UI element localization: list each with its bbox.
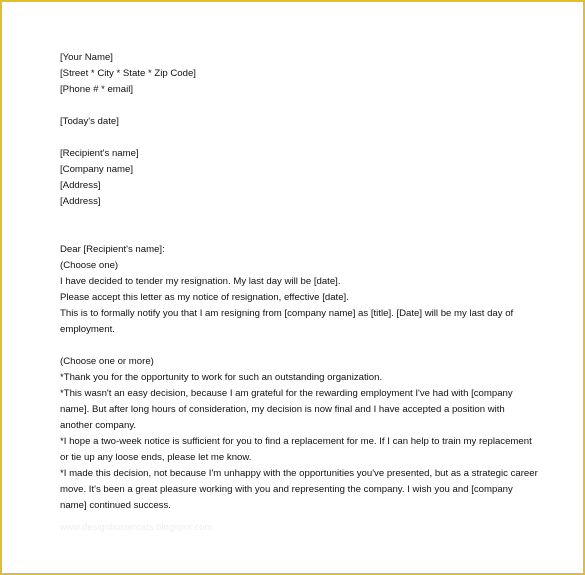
spacer: [60, 338, 530, 354]
letter-date: [Today's date]: [60, 116, 119, 127]
sender-name: [Your Name]: [60, 52, 113, 63]
spacer: [60, 98, 530, 114]
choose-one-option-continuation: employment.: [60, 324, 115, 335]
choose-more-option-continuation: or tie up any loose ends, please let me know.: [60, 452, 252, 463]
salutation: Dear [Recipient's name]:: [60, 244, 165, 255]
choose-more-option: *I made this decision, not because I'm unhappy with the opportunities you've presented, but as a strategic career: [60, 468, 538, 479]
sender-contact: [Phone # * email]: [60, 84, 134, 95]
choose-one-label: (Choose one): [60, 260, 119, 271]
choose-more-option-continuation: move. It's been a great pleasure working with you and representing the company. I wish you and [company: [60, 484, 513, 495]
recipient-company: [Company name]: [60, 164, 134, 175]
choose-more-option: *I hope a two-week notice is sufficient for you to find a replacement for me. If I can help to train my replacement: [60, 436, 532, 447]
choose-more-option: *Thank you for the opportunity to work for such an outstanding organization.: [60, 372, 383, 383]
recipient-name: [Recipient's name]: [60, 148, 139, 159]
spacer: [60, 210, 530, 226]
recipient-address-1: [Address]: [60, 180, 101, 191]
recipient-address-2: [Address]: [60, 196, 101, 207]
choose-one-option: This is to formally notify you that I am resigning from [company name] as [title]. [Date] will be my last day of: [60, 308, 514, 319]
spacer: [60, 130, 530, 146]
choose-one-option: Please accept this letter as my notice of resignation, effective [date].: [60, 292, 349, 303]
choose-more-option-continuation: name]. But after long hours of consideration, my decision is now final and I have accepted a position with: [60, 404, 505, 415]
choose-more-option-continuation: name] continued success.: [60, 500, 171, 511]
sender-address: [Street * City * State * Zip Code]: [60, 68, 196, 79]
spacer: [60, 226, 530, 242]
resignation-letter: [60, 50, 538, 514]
choose-more-label: (Choose one or more): [60, 356, 154, 367]
watermark-text: www.designbustercats.blogspot.com: [60, 522, 213, 532]
choose-one-option: I have decided to tender my resignation. My last day will be [date].: [60, 276, 341, 287]
choose-more-option: *This wasn't an easy decision, because I am grateful for the rewarding employment I've had with [company: [60, 388, 513, 399]
choose-more-option-continuation: another company.: [60, 420, 137, 431]
